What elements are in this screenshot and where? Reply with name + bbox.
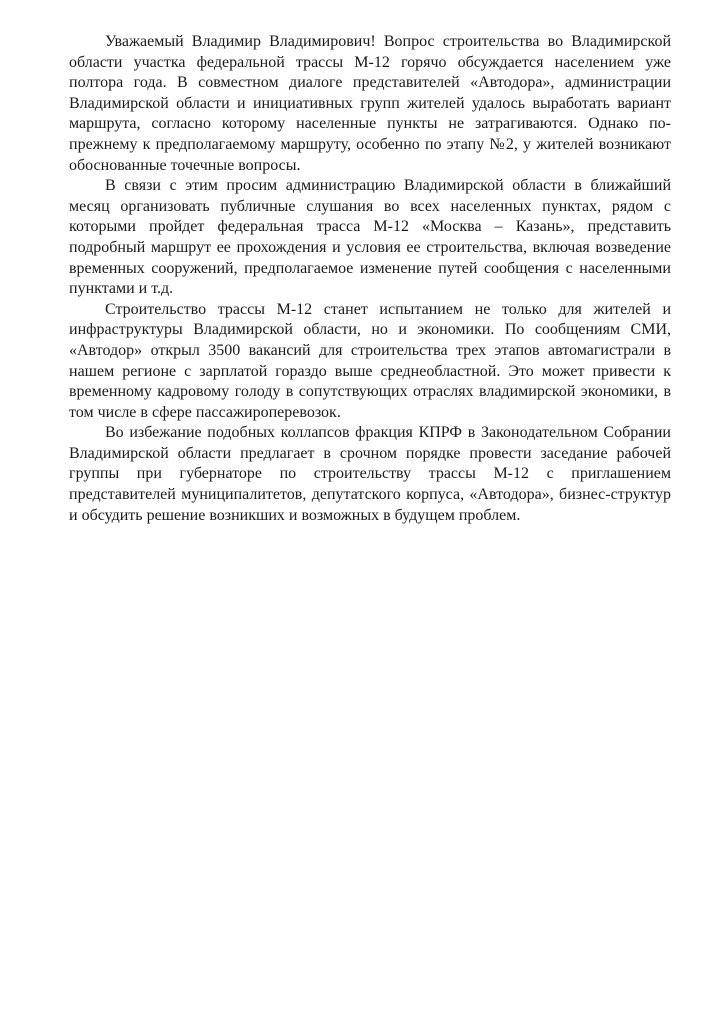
paragraph-4: Во избежание подобных коллапсов фракция КПРФ в Законодательном Собрании Владимирской области предлагает в срочном порядке провести заседание рабочей группы при губернаторе по строительству трассы М-12 с приглашением представителей муниципалитетов, депутатского корпуса, «Автодора», бизнес-структур и обсудить решение возникших и возможных в будущем проблем. bbox=[69, 424, 671, 524]
paragraph-3: Строительство трассы М-12 станет испытанием не только для жителей и инфраструктуры Владимирской области, но и экономики. По сообщениям СМИ, «Автодор» открыл 3500 вакансий для строительства трех этапов автомагистрали в нашем регионе с зарплатой гораздо выше среднеобластной. Это может привести к временному кадровому голоду в сопутствующих отраслях владимирской экономики, в том числе в сфере пассажироперевозок. bbox=[69, 300, 671, 421]
paragraph-2: В связи с этим просим администрацию Владимирской области в ближайший месяц организовать публичные слушания во всех населенных пунктах, рядом с которыми пройдет федеральная трасса М-12 «Москва – Казань», представить подробный маршрут ее прохождения и условия ее строительства, включая возведение временных сооружений, предполагаемое изменение путей сообщения с населенными пунктами и т.д. bbox=[69, 177, 671, 298]
paragraph-1: Уважаемый Владимир Владимирович! Вопрос строительства во Владимирской области участка федеральной трассы М-12 горячо обсуждается населением уже полтора года. В совместном диалоге представителей «Автодора», администрации Владимирской области и инициативных групп жителей удалось выработать вариант маршрута, согласно которому населенные пункты не затрагиваются. Однако по-прежнему к предполагаемому маршруту, особенно по этапу №2, у жителей возникают обоснованные точечные вопросы. bbox=[69, 33, 671, 174]
letter-body bbox=[69, 32, 671, 526]
